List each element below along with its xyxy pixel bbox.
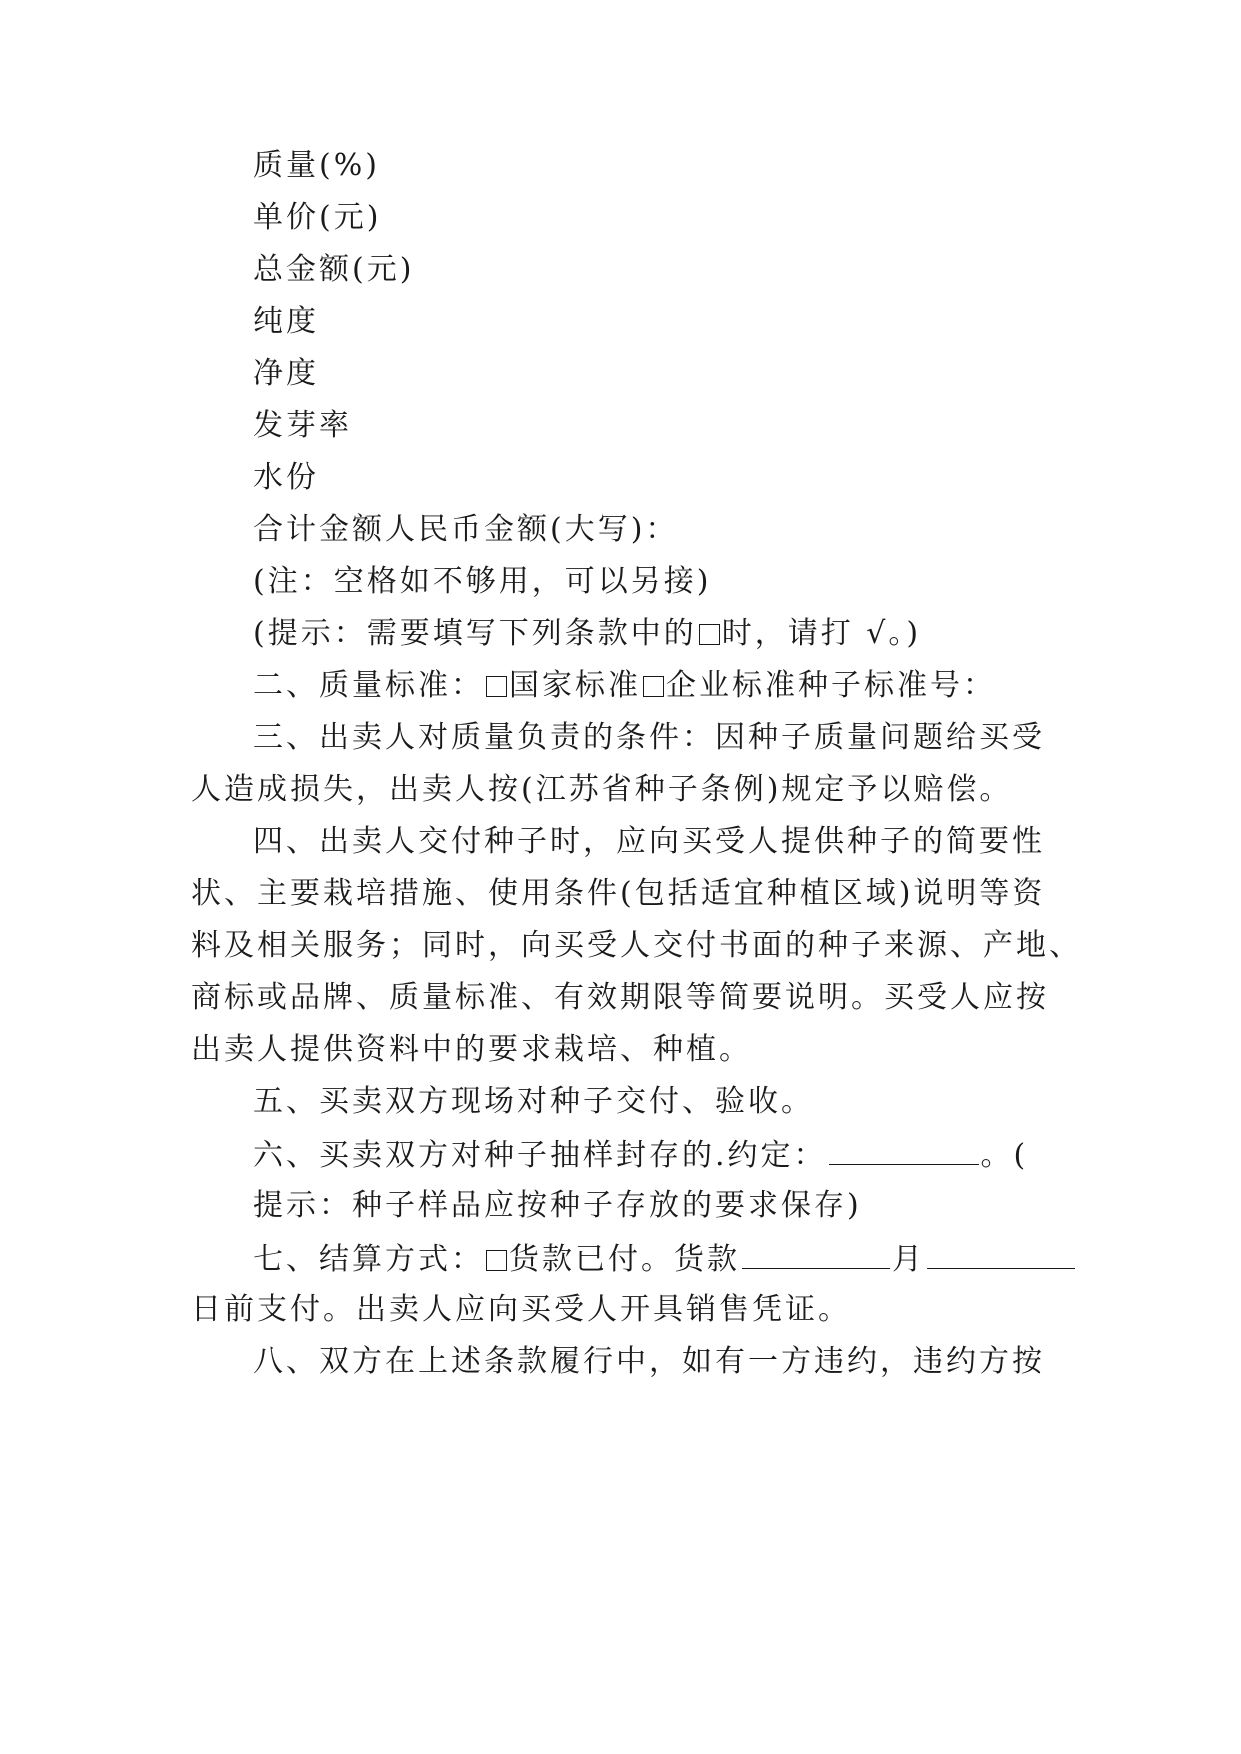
item-cleanliness: 净度 — [253, 356, 319, 391]
clause-7-line-1 — [253, 1238, 1077, 1280]
total-rmb-line: 合计金额人民币金额(大写)： — [253, 512, 679, 547]
hint-after-box: 时，请打 √。) — [721, 616, 922, 651]
option-payment-made: 货款已付。货款 — [509, 1242, 740, 1277]
month-label: 月 — [892, 1242, 925, 1277]
sampling-agreement-blank[interactable] — [829, 1134, 979, 1165]
clause-3-line-1: 三、出卖人对质量负责的条件：因种子质量问题给买受 — [253, 720, 1045, 755]
clause-3-line-2: 人造成损失，出卖人按(江苏省种子条例)规定予以赔偿。 — [191, 772, 1013, 807]
checkbox-sample — [699, 624, 720, 645]
clause-5: 五、买卖双方现场对种子交付、验收。 — [253, 1084, 814, 1119]
clause-7-line-2: 日前支付。出卖人应向买受人开具销售凭证。 — [191, 1292, 851, 1327]
option-enterprise-standard: 企业标准种子标准号： — [666, 668, 996, 703]
clause-6-line-2: 提示：种子样品应按种子存放的要求保存) — [253, 1188, 862, 1223]
payment-blank-1[interactable] — [742, 1238, 890, 1269]
item-quality: 质量(%) — [253, 148, 380, 183]
clause-4-line-5: 出卖人提供资料中的要求栽培、种植。 — [191, 1032, 752, 1067]
item-total-amount: 总金额(元) — [253, 252, 415, 287]
clause-4-line-2: 状、主要栽培措施、使用条件(包括适宜种植区域)说明等资 — [191, 876, 1046, 911]
clause-6-line-1 — [253, 1134, 1028, 1176]
note-line: (注：空格如不够用，可以另接) — [253, 564, 712, 599]
item-moisture: 水份 — [253, 460, 319, 495]
checkbox-payment-made[interactable] — [486, 1250, 507, 1271]
clause-4-line-1: 四、出卖人交付种子时，应向买受人提供种子的简要性 — [253, 824, 1045, 859]
clause-2 — [253, 666, 996, 706]
item-unit-price: 单价(元) — [253, 200, 382, 235]
clause-7-prefix: 七、结算方式： — [253, 1242, 484, 1277]
payment-day-blank[interactable] — [927, 1238, 1075, 1269]
clause-8-line-1: 八、双方在上述条款履行中，如有一方违约，违约方按 — [253, 1344, 1045, 1379]
item-purity: 纯度 — [253, 304, 319, 339]
clause-6-suffix: 。( — [980, 1138, 1029, 1173]
checkbox-enterprise-standard[interactable] — [643, 676, 664, 697]
clause-4-line-4: 商标或品牌、质量标准、有效期限等简要说明。买受人应按 — [191, 980, 1049, 1015]
item-germination: 发芽率 — [253, 408, 352, 443]
clause-6-prefix: 六、买卖双方对种子抽样封存的.约定： — [253, 1138, 827, 1173]
hint-line — [253, 614, 921, 654]
clause-4-line-3: 料及相关服务；同时，向买受人交付书面的种子来源、产地、 — [191, 928, 1082, 963]
hint-before-box: (提示：需要填写下列条款中的 — [253, 616, 697, 651]
option-national-standard: 国家标准 — [509, 668, 641, 703]
clause-2-prefix: 二、质量标准： — [253, 668, 484, 703]
checkbox-national-standard[interactable] — [486, 676, 507, 697]
